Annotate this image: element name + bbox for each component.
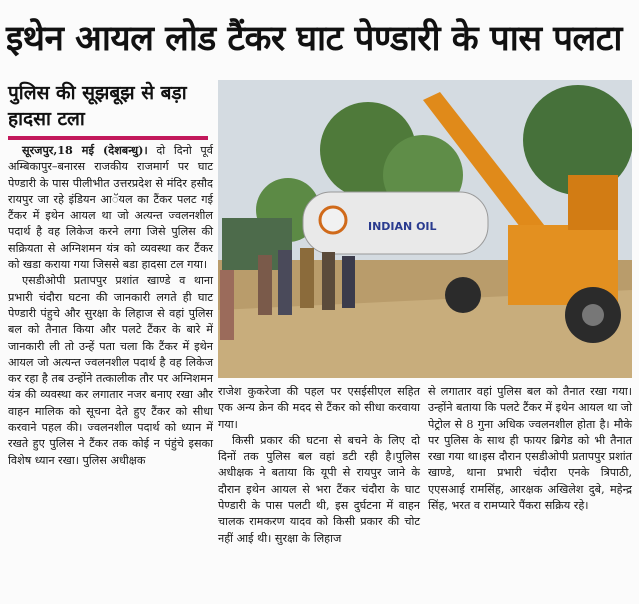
photo-person-3 bbox=[300, 248, 314, 308]
photo-person-1 bbox=[258, 255, 272, 315]
article-column-3 bbox=[428, 384, 632, 514]
column-1-paragraph-1 bbox=[8, 142, 213, 273]
photo-person-5 bbox=[342, 256, 355, 308]
photo-crane-cab bbox=[568, 175, 618, 230]
photo-tanker-logo bbox=[320, 207, 346, 233]
headline: इथेन आयल लोड टैंकर घाट पेण्डारी के पास पलटा bbox=[6, 19, 622, 59]
article-column-1 bbox=[8, 142, 213, 469]
photo-crane-hub bbox=[582, 304, 604, 326]
news-photo bbox=[218, 80, 632, 378]
column-1-text-1: दो दिनो पूर्व अम्बिकापुर–बनारस राजकीय राजमार्ग पर घाट पेण्डारी के पास पीलीभीत उत्तरप्रदेश से मंदिर हसौद रायपुर जा रहे इंडियन आॅयल का टैंकर पलट गई टैंकर में इथेन आयल था जो अत्यन्त ज्वलनशील पदार्थ है वह लिकेज करने लगा जिसे पुलिस की सक्रियता से अग्निशमन यंत्र को व्यवस्था कर टैंकर को खडा कराया गया जिससे बडा हादसा टल गया। bbox=[8, 144, 213, 272]
column-1-paragraph-2: एसडीओपी प्रतापपुर प्रशांत खाण्डे व थाना प्रभारी चंदौरा घटना की जानकारी लगते ही घाट पेण्डारी पंहुचे और सुरक्षा के लिहाज से वहां पुलिस बल को तैनात किया और पलटे टैंकर के बारे में जानकारी ली तो उन्हें पता चला कि टैंकर में इथेन आयल जो अत्यन्त ज्वलनशील पदार्थ है वह लिकेज कर रहा है तब उन्होंने तत्कालीक तौर पर अग्निशमन यंत्र की व्यवस्था कर लगातार नजर बनाए रखा और वाहन मालिक को सूचना देते हुए टैंकर को सीधा करवाने पहल की। ज्वलनशील पदार्थ को ध्यान में रखते हुए पुलिस ने टैंकर तक कोई न पंहुंचे इसका विशेष ध्यान रखा। पुलिस अधीक्षक bbox=[8, 274, 213, 467]
column-2-paragraph-1: राजेश कुकरेजा की पहल पर एसईसीएल सहित एक अन्य क्रेन की मदद से टैंकर को सीधा करवाया गया। bbox=[218, 385, 420, 431]
photo-person-4 bbox=[322, 252, 335, 310]
article-column-2 bbox=[218, 384, 420, 547]
photo-person-2 bbox=[278, 250, 292, 315]
column-3-paragraph-1: से लगातार वहां पुलिस बल को तैनात रखा गया। उन्होंने बताया कि पलटे टैंकर में इथेन आयल था जो पेट्रोल से 8 गुना अधिक ज्वलनशील होता है। मौके पर पुलिस के साथ ही फायर ब्रिगेड को भी तैनात रखा गया था।इस दौरान एसडीओपी प्रतापपुर प्रशांत खाण्डे, थाना प्रभारी चंदौरा एनके त्रिपाठी, एएसआई रामसिंह, आरक्षक अखिलेश दुबे, महेन्द्र सिंह, भरत व रामप्यारे पैंकरा सक्रिय रहे। bbox=[428, 385, 632, 513]
column-2-paragraph-2: किसी प्रकार की घटना से बचने के लिए दो दिनों तक पुलिस बल वहां डटी रही है।पुलिस अधीक्षक ने बताया कि यूपी से रायपुर जाने के दौरान इथेन आयल से भरा टैंकर चंदौरा के घाट पेण्डारी के पास पलटी थी, इस दुर्घटना में वाहन चालक रामकरण यादव को किसी प्रकार की चोट नहीं आई थी। सुरक्षा के लिहाज bbox=[218, 433, 420, 545]
photo-tanker-wheel bbox=[445, 277, 481, 313]
photo-person-6 bbox=[220, 270, 234, 340]
photo-tanker-marking: INDIAN OIL bbox=[368, 220, 437, 233]
subheadline: पुलिस की सूझबूझ से बड़ा हादसा टला bbox=[8, 82, 187, 130]
tanker-crane-photo bbox=[218, 80, 632, 378]
accent-rule bbox=[8, 136, 208, 140]
dateline: सूरजपुर,18 मई (देशबन्धु)। bbox=[22, 143, 148, 157]
